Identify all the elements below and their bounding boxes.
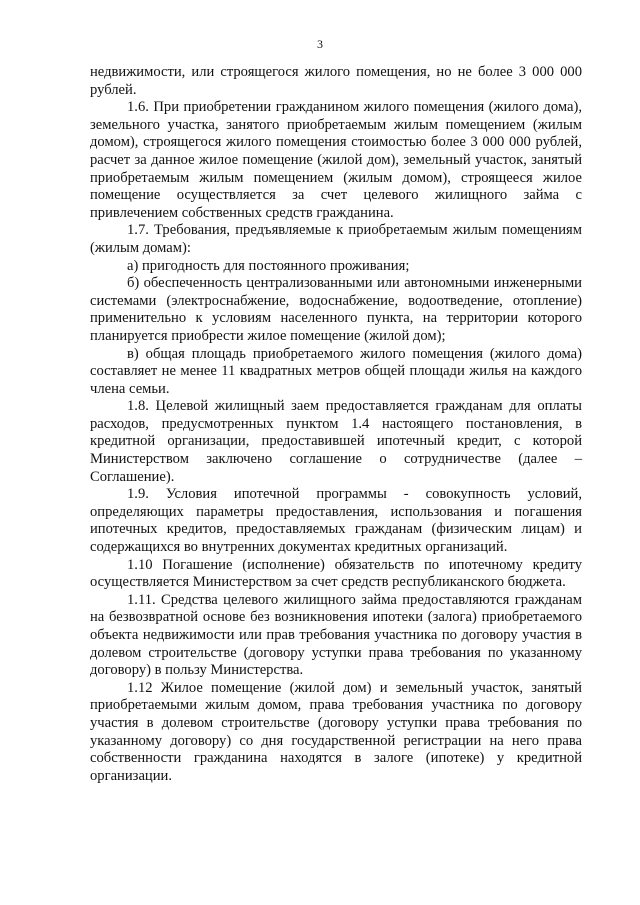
paragraph-1-8: 1.8. Целевой жилищный заем предоставляется гражданам для оплаты расходов, предусмотренных пунктом 1.4 настоящего постановления, в кредитной организации, предоставившей ипотечный кредит, с которой Министерством заключено соглашение о сотрудничестве (далее – Соглашение). (90, 398, 582, 485)
list-item-b: б) обеспеченность централизованными или автономными инженерными системами (электроснабжение, водоснабжение, водоотведение, отопление) применительно к условиям населенного пункта, на территории которого планируется приобрести жилое помещение (жилой дом); (90, 275, 582, 344)
document-body (90, 64, 582, 785)
page-number: 3 (317, 37, 323, 51)
paragraph-1-12: 1.12 Жилое помещение (жилой дом) и земельный участок, занятый приобретаемыми жилым домом, права требования участника по договору участия в долевом строительстве (договору уступки права требования по указанному договору) со дня государственной регистрации на него права собственности гражданина находятся в залоге (ипотеке) у кредитной организации. (90, 679, 582, 784)
list-item-v: в) общая площадь приобретаемого жилого помещения (жилого дома) составляет не менее 11 квадратных метров общей площади жилья на каждого члена семьи. (90, 345, 582, 397)
paragraph-1-10: 1.10 Погашение (исполнение) обязательств по ипотечному кредиту осуществляется Министерством за счет средств республиканского бюджета. (90, 556, 582, 591)
paragraph-1-6: 1.6. При приобретении гражданином жилого помещения (жилого дома), земельного участка, занятого приобретаемым жилым помещением (жилым домом), строящегося жилого помещения стоимостью более 3 000 000 рублей, расчет за данное жилое помещение (жилой дом), земельный участок, занятый приобретаемым жилым помещением (жилым домом), строящееся жилое помещение осуществляется за счет целевого жилищного займа с привлечением собственных средств гражданина. (90, 99, 582, 221)
list-item-a: а) пригодность для постоянного проживания; (127, 257, 410, 274)
paragraph-1-7: 1.7. Требования, предъявляемые к приобретаемым жилым помещениям (жилым домам): (90, 222, 582, 256)
paragraph-1-11: 1.11. Средства целевого жилищного займа предоставляются гражданам на безвозвратной основе без возникновения ипотеки (залога) приобретаемого объекта недвижимости или прав требования участника по договору участия в долевом строительстве (договору уступки права требования по указанному договору) в пользу Министерства. (90, 591, 582, 679)
paragraph-1-9: 1.9. Условия ипотечной программы - совокупность условий, определяющих параметры предоставления, использования и погашения ипотечных кредитов, предоставляемых гражданам (физическим лицам) и содержащихся во внутренних документах кредитных организаций. (90, 486, 582, 556)
paragraph-continuation: недвижимости, или строящегося жилого помещения, но не более 3 000 000 рублей. (90, 64, 582, 98)
